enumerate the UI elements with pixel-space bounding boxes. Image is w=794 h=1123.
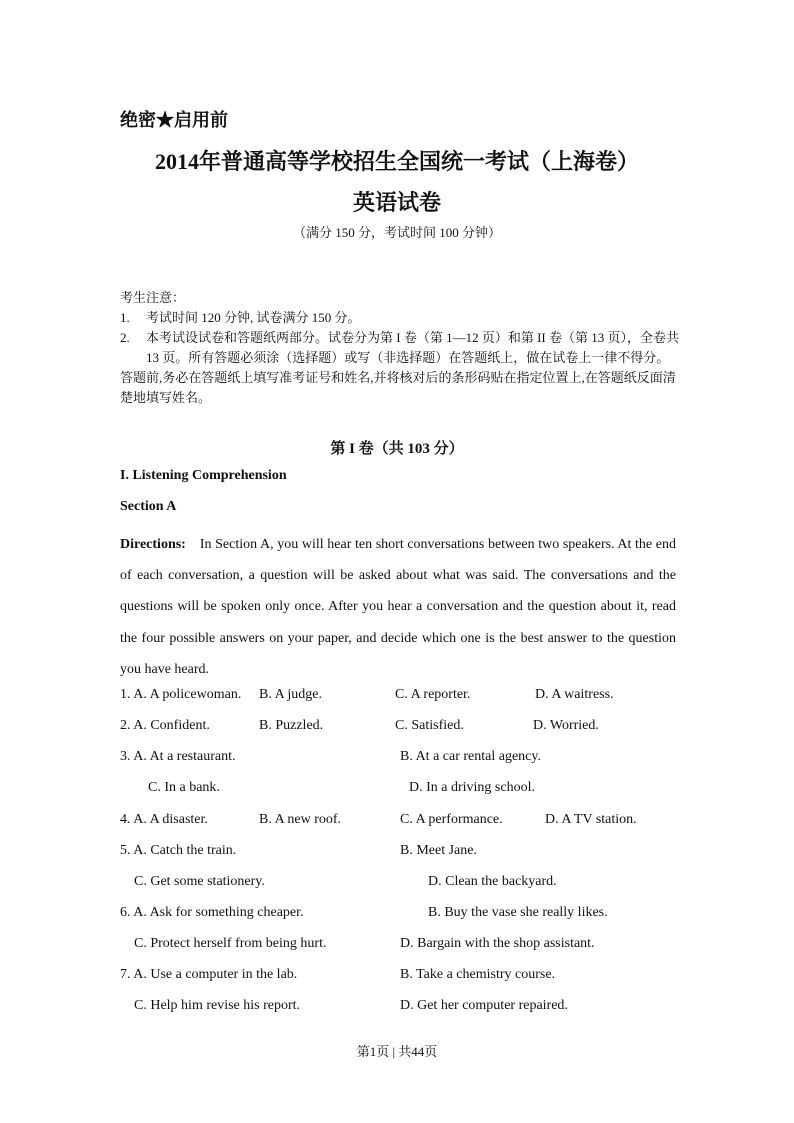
section-title: I. Listening Comprehension (120, 468, 287, 483)
q5-option-a: 5. A. Catch the train. (120, 843, 237, 858)
q1-option-d: D. A waitress. (535, 687, 614, 702)
notice-item-number: 2. (120, 330, 130, 345)
part-title: 第 I 卷（共 103 分） (330, 441, 464, 457)
q4-option-d: D. A TV station. (545, 812, 637, 827)
directions-label: Directions: (120, 537, 186, 552)
section-a-title: Section A (120, 499, 177, 514)
q6-option-c: C. Protect herself from being hurt. (134, 936, 327, 951)
q7-option-c: C. Help him revise his report. (134, 998, 301, 1013)
q6-option-d: D. Bargain with the shop assistant. (400, 936, 595, 951)
q5-option-c: C. Get some stationery. (134, 874, 265, 889)
score-note: （满分 150 分，考试时间 100 分钟） (292, 225, 501, 240)
q4-option-a: 4. A. A disaster. (120, 812, 208, 827)
notice-item-text: 考试时间 120 分钟, 试卷满分 150 分。 (146, 310, 361, 325)
q7-option-b: B. Take a chemistry course. (400, 967, 556, 982)
q2-option-b: B. Puzzled. (259, 718, 324, 733)
directions (120, 529, 676, 685)
q6-option-a: 6. A. Ask for something cheaper. (120, 905, 304, 920)
exam-title: 2014年普通高等学校招生全国统一考试（上海卷） (154, 149, 639, 174)
q1-option-a: 1. A. A policewoman. (120, 687, 242, 702)
page-footer: 第1页 | 共44页 (356, 1044, 438, 1059)
exam-notice (120, 288, 680, 408)
directions-text: In Section A, you will hear ten short conversations between two speakers. At the end of each conversation, a question will be asked about what was said. The conversations and the questions will be spoken only once. After you hear a conversation and the question about it, read the four possible answers on your paper, and decide which one is the best answer to the question you have heard. (120, 537, 676, 677)
q1-option-c: C. A reporter. (395, 687, 471, 702)
q7-option-d: D. Get her computer repaired. (400, 998, 568, 1013)
q5-option-d: D. Clean the backyard. (428, 874, 557, 889)
q3-option-c: C. In a bank. (148, 780, 220, 795)
q3-option-d: D. In a driving school. (409, 780, 535, 795)
q3-option-a: 3. A. At a restaurant. (120, 749, 236, 764)
q7-option-a: 7. A. Use a computer in the lab. (120, 967, 298, 982)
q4-option-b: B. A new roof. (259, 812, 342, 827)
notice-item-number: 1. (120, 310, 130, 325)
notice-item (120, 328, 680, 368)
q2-option-d: D. Worried. (533, 718, 599, 733)
notice-item-text: 本考试设试卷和答题纸两部分。试卷分为第 I 卷（第 1—12 页）和第 II 卷（第 13 页），全卷共 13 页。所有答题必须涂（选择题）或写（非选择题）在答题纸上，做在试卷上一律不得分。 (146, 330, 679, 365)
q2-option-a: 2. A. Confident. (120, 718, 210, 733)
notice-extra: 答题前,务必在答题纸上填写准考证号和姓名,并将核对后的条形码贴在指定位置上,在答题纸反面清楚地填写姓名。 (120, 370, 676, 405)
q2-option-c: C. Satisfied. (395, 718, 464, 733)
q4-option-c: C. A performance. (400, 812, 503, 827)
q3-option-b: B. At a car rental agency. (400, 749, 541, 764)
q6-option-b: B. Buy the vase she really likes. (428, 905, 608, 920)
notice-heading: 考生注意： (120, 290, 186, 305)
exam-subtitle: 英语试卷 (352, 190, 441, 215)
confidential-label: 绝密★启用前 (120, 110, 228, 130)
q1-option-b: B. A judge. (259, 687, 323, 702)
q5-option-b: B. Meet Jane. (400, 843, 477, 858)
notice-item (120, 308, 680, 328)
